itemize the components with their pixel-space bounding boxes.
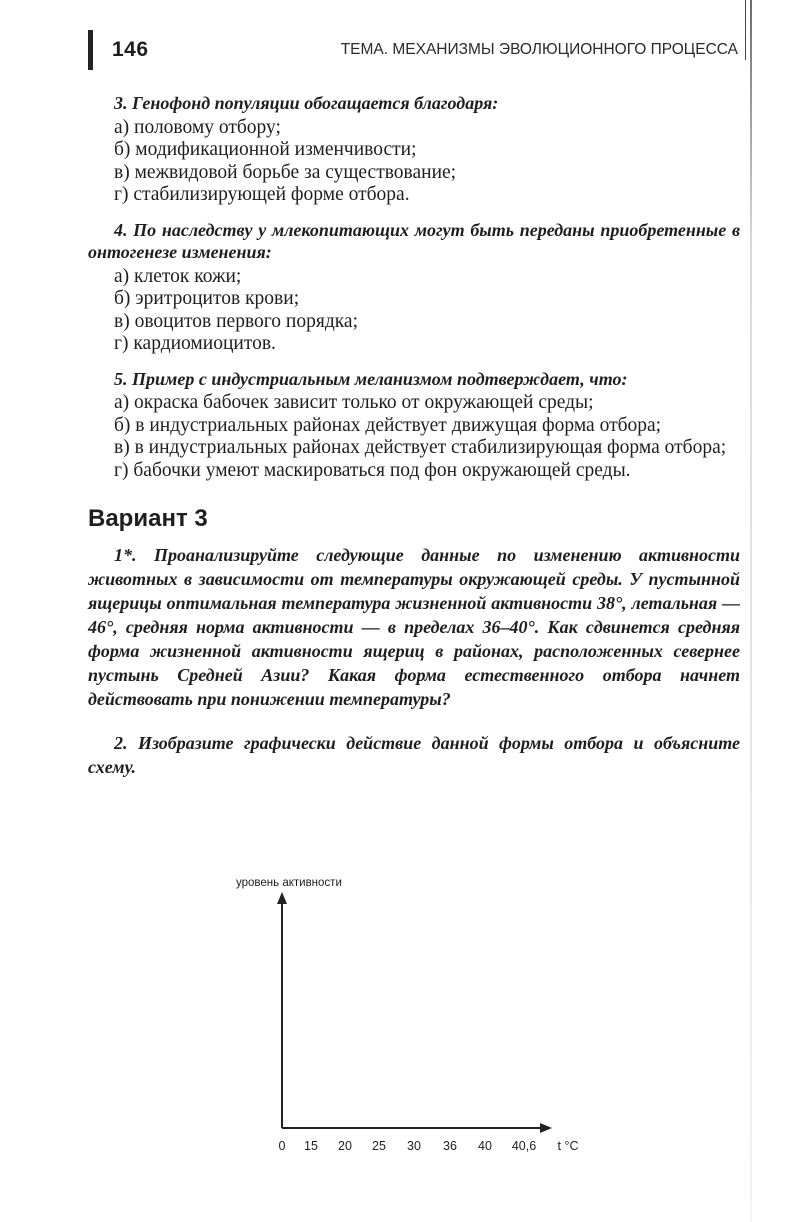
x-tick-label: 30 (407, 1139, 421, 1153)
variant-heading: Вариант 3 (88, 505, 208, 532)
x-tick-label: 40,6 (511, 1139, 537, 1153)
x-tick-label: 36 (443, 1139, 457, 1153)
x-tick-label: t °C (557, 1139, 579, 1153)
answer-option: г) бабочки умеют маскироваться под фон окружающей среды. (114, 459, 631, 481)
x-axis-arrow (540, 1123, 552, 1133)
answer-option: б) в индустриальных районах действует движущая форма отбора; (114, 414, 662, 436)
answer-option: в) межвидовой борьбе за существование; (114, 161, 457, 183)
task-2: 2. Изобразите графически действие данной формы отбора и объясните схему. (88, 732, 740, 777)
question-stem: 5. Пример с индустриальным меланизмом подтверждает, что: (114, 368, 628, 389)
answer-option: а) окраска бабочек зависит только от окружающей среды; (114, 392, 594, 413)
x-tick-label: 20 (338, 1139, 352, 1153)
answer-option: а) половому отбору; (114, 116, 281, 138)
x-tick-labels (279, 1139, 579, 1153)
task-1: 1*. Проанализируйте следующие данные по изменению активности животных в зависимости от температуры окружающей среды. У пустынной ящерицы оптимальная температура жизненной активности 38°, летальная — 46°, средняя норма активности — в пределах 36–40°. Как сдвинется средняя форма жизненной активности ящериц в районах, расположенных севернее пустынь Средней Азии? Какая форма естественного отбора начнет действовать при понижении температуры? (88, 544, 740, 709)
running-head: ТЕМА. МЕХАНИЗМЫ ЭВОЛЮЦИОННОГО ПРОЦЕССА (340, 41, 738, 58)
answer-option: а) клеток кожи; (114, 265, 242, 287)
y-axis-arrow (277, 892, 287, 904)
y-axis-label: уровень активности (236, 877, 342, 889)
page-number: 146 (112, 38, 149, 61)
x-tick-label: 25 (372, 1139, 386, 1153)
question-stem: 3. Генофонд популяции обогащается благодаря: (114, 93, 499, 113)
answer-option: б) эритроцитов крови; (114, 288, 300, 309)
question-stem: 4. По наследству у млекопитающих могут быть переданы приобретенные в онтогенезе изменения: (88, 219, 740, 262)
answer-option: в) овоцитов первого порядка; (114, 310, 358, 332)
x-tick-label: 0 (278, 1139, 286, 1153)
x-tick-label: 40 (478, 1139, 492, 1153)
answer-option: г) кардиомиоцитов. (114, 333, 276, 354)
answer-option: в) в индустриальных районах действует стабилизирующая форма отбора; (114, 437, 727, 458)
answer-option: б) модификационной изменчивости; (114, 139, 417, 160)
answer-option: г) стабилизирующей форме отбора. (114, 184, 410, 205)
x-tick-label: 15 (304, 1139, 318, 1153)
